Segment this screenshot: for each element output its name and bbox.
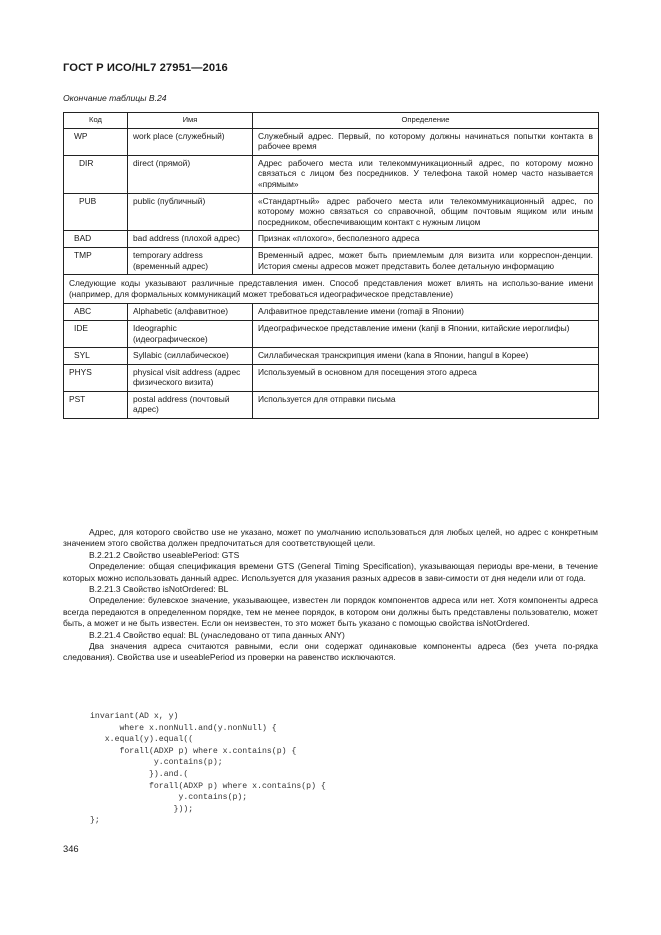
row-name: Alphabetic (алфавитное) <box>128 304 253 321</box>
table-row <box>64 348 599 365</box>
table-note: Следующие коды указывают различные представления имен. Способ представления может влиять на использо-вание имени (например, для формальных коммуникаций может требоваться идеографическое представление) <box>64 275 599 304</box>
row-name: work place (служебный) <box>128 128 253 155</box>
section-heading: B.2.21.4 Свойство equal: BL (унаследовано от типа данных ANY) <box>89 629 345 640</box>
table-row <box>64 364 599 391</box>
table-row <box>64 193 599 231</box>
standard-header: ГОСТ Р ИСО/HL7 27951—2016 <box>63 62 228 74</box>
table-row <box>64 391 599 418</box>
codes-table <box>63 112 599 419</box>
row-definition: Служебный адрес. Первый, по которому должны начинаться попытки контакта в рабочее время <box>253 128 599 155</box>
table-header-row <box>64 113 599 129</box>
section-heading: B.2.21.3 Свойство isNotOrdered: BL <box>89 584 229 595</box>
table-row <box>64 320 599 347</box>
code-line: }).and.( <box>90 769 189 779</box>
code-line: }; <box>90 816 100 826</box>
row-code: PUB <box>64 193 128 231</box>
table-row <box>64 247 599 274</box>
row-name: Ideographic (идеографическое) <box>128 320 253 347</box>
header-definition: Определение <box>253 113 599 129</box>
header-name: Имя <box>128 113 253 129</box>
row-code: IDE <box>64 320 128 347</box>
row-code: WP <box>64 128 128 155</box>
row-name: public (публичный) <box>128 193 253 231</box>
section-heading: B.2.21.2 Свойство useablePeriod: GTS <box>89 549 240 560</box>
row-code: SYL <box>64 348 128 365</box>
table-row <box>64 128 599 155</box>
code-line: x.equal(y).equal(( <box>90 735 194 745</box>
page-number: 346 <box>63 843 79 854</box>
row-name: bad address (плохой адрес) <box>128 231 253 248</box>
row-code: DIR <box>64 155 128 193</box>
row-definition: «Стандартный» адрес рабочего места или телекоммуникационный адрес, по которому можно связаться со справочной, общим почтовым ящиком или иным посредником, обеспечивающим контакт с нужным лицом <box>253 193 599 231</box>
body-text <box>63 527 598 664</box>
table-row <box>64 231 599 248</box>
row-name: direct (прямой) <box>128 155 253 193</box>
table-note-row <box>64 275 599 304</box>
row-code: BAD <box>64 231 128 248</box>
row-definition: Алфавитное представление имени (romaji в Японии) <box>253 304 599 321</box>
code-line: y.contains(p); <box>90 793 248 803</box>
row-definition: Используется для отправки письма <box>253 391 599 418</box>
paragraph: Адрес, для которого свойство use не указано, может по умолчанию использоваться для любых целей, но адрес с конкретным значением этого свойства должен предпочитаться для соответствующей цели. <box>63 527 598 549</box>
row-name: postal address (почтовый адрес) <box>128 391 253 418</box>
row-name: temporary address (временный адрес) <box>128 247 253 274</box>
table-row <box>64 155 599 193</box>
row-code: PHYS <box>64 364 128 391</box>
row-name: physical visit address (адрес физического визита) <box>128 364 253 391</box>
code-line: invariant(AD x, y) <box>90 712 179 721</box>
code-line: where x.nonNull.and(y.nonNull) { <box>90 723 277 733</box>
paragraph: Два значения адреса считаются равными, если они содержат одинаковые компоненты адреса (без учета по-рядка следования). Свойства use и useablePeriod из проверки на равенство исключаются. <box>63 641 598 663</box>
row-code: PST <box>64 391 128 418</box>
row-definition: Признак «плохого», бесполезного адреса <box>253 231 599 248</box>
header-code: Код <box>64 113 128 129</box>
paragraph: Определение: общая спецификация времени GTS (General Timing Specification), указывающая периоды вре-мени, в течение которых можно использовать данный адрес. Используется для указания разных адресов в зави-симости от дня недели или от года. <box>63 561 598 583</box>
row-definition: Временный адрес, может быть приемлемым для визита или корреспон-денции. История смены адресов может представить более детальную информацию <box>253 247 599 274</box>
row-definition: Силлабическая транскрипция имени (kana в Японии, hangul в Корее) <box>253 348 599 365</box>
row-definition: Идеографическое представление имени (kanji в Японии, китайские иероглифы) <box>253 320 599 347</box>
paragraph: Определение: булевское значение, указывающее, известен ли порядок компонентов адреса или нет. Хотя компоненты адреса всегда передаются в определенном порядке, тем не менее порядок, в котором они должны быть представлены пользователю, может быть, а может и не быть известен. Если он неизвестен, то это может быть указано с помощью свойства isNotOrdered. <box>63 595 598 629</box>
table-caption: Окончание таблицы B.24 <box>63 93 167 103</box>
row-definition: Адрес рабочего места или телекоммуникационный адрес, по которому можно связаться с лицом без посредников. У телефона такой номер часто называется «прямым» <box>253 155 599 193</box>
row-name: Syllabic (силлабическое) <box>128 348 253 365</box>
code-block <box>90 711 326 827</box>
row-code: TMP <box>64 247 128 274</box>
table-row <box>64 304 599 321</box>
row-code: ABC <box>64 304 128 321</box>
row-definition: Используемый в основном для посещения этого адреса <box>253 364 599 391</box>
code-line: forall(ADXP p) where x.contains(p) { <box>90 781 326 791</box>
code-line: })); <box>90 804 194 814</box>
code-line: y.contains(p); <box>90 758 223 768</box>
code-line: forall(ADXP p) where x.contains(p) { <box>90 746 297 756</box>
